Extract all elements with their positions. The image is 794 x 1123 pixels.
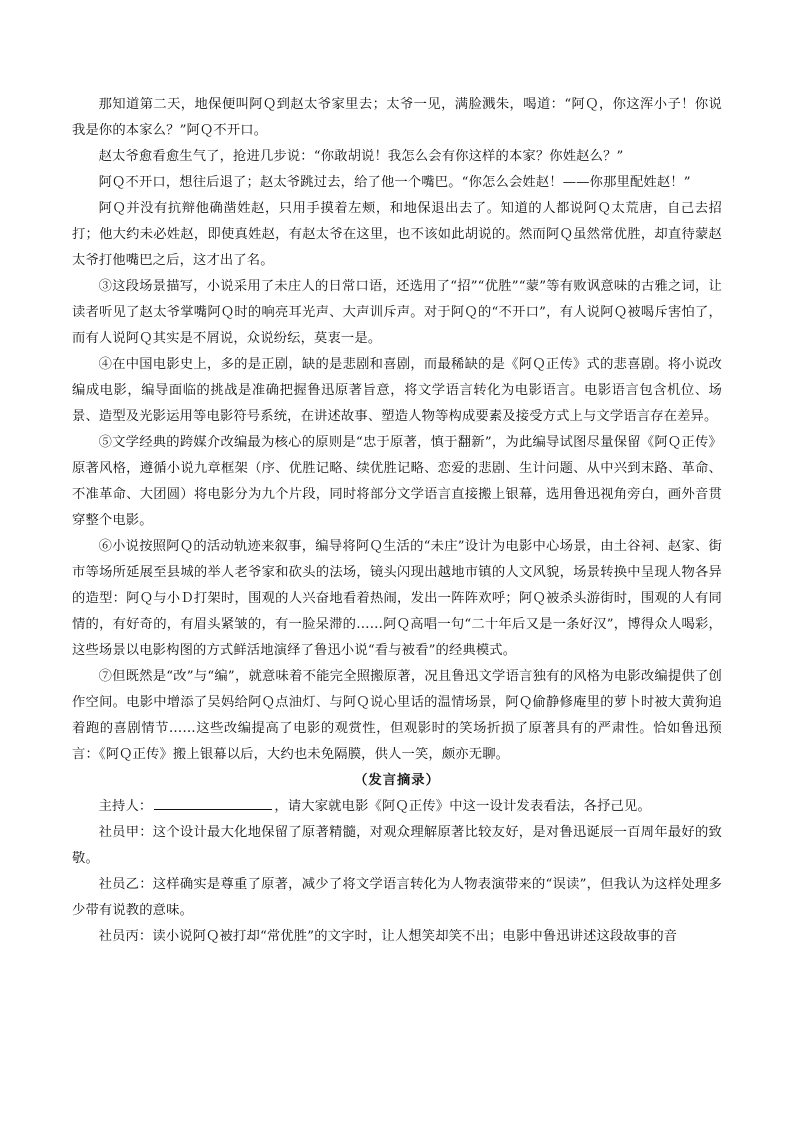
story-paragraph: 阿Ｑ并没有抗辩他确凿姓赵，只用手摸着左颊，和地保退出去了。知道的人都说阿Ｑ太荒唐，自己去招打；他大约未必姓赵，即使真姓赵，有赵太爷在这里，也不该如此胡说的。然而阿Ｑ虽然常优胜，却直待蒙赵太爷打他嘴巴之后，这才出了名。 [72,201,722,268]
fill-in-blank[interactable] [154,795,272,810]
section-title: （发言摘录） [354,773,440,788]
story-paragraph: 赵太爷愈看愈生气了，抢进几步说：“你敢胡说！我怎么会有你这样的本家？你姓赵么？” [98,149,624,164]
essay-paragraph-3: ③这段场景描写，小说采用了未庄人的日常口语，还选用了“招”“优胜”“蒙”等有败讽意味的古雅之词，让读者听见了赵太爷掌嘴阿Ｑ时的响亮耳光声、大声训斥声。对于阿Ｑ的“不开口”，有人说阿Ｑ被喝斥害怕了，而有人说阿Ｑ其实是不屑说，众说纷纭，莫衷一是。 [72,279,722,346]
document-page [72,92,722,950]
essay-paragraph-4: ④在中国电影史上，多的是正剧，缺的是悲剧和喜剧，而最稀缺的是《阿Ｑ正传》式的悲喜剧。将小说改编成电影，编导面临的挑战是准确把握鲁迅原著旨意，将文学语言转化为电影语言。电影语言包含机位、场景、造型及光影运用等电影符号系统，在讲述故事、塑造人物等构成要素及接受方式上与文学语言存在差异。 [72,357,722,424]
host-remark [72,794,722,820]
member-remark-a: 社员甲：这个设计最大化地保留了原著精髓，对观众理解原著比较友好，是对鲁迅诞辰一百周年最好的致敬。 [72,825,722,866]
host-remark-text: ，请大家就电影《阿Ｑ正传》中这一设计发表看法，各抒己见。 [274,799,651,814]
host-label: 主持人： [98,799,153,814]
essay-paragraph-5: ⑤文学经典的跨媒介改编最为核心的原则是“忠于原著，慎于翻新”，为此编导试图尽量保留《阿Ｑ正传》原著风格，遵循小说九章框架（序、优胜记略、续优胜记略、恋爱的悲剧、生计问题、从中兴到末路、革命、不准革命、大团圆）将电影分为九个片段，同时将部分文学语言直接搬上银幕，选用鲁迅视角旁白，画外音贯穿整个电影。 [72,435,722,528]
story-paragraph: 阿Ｑ不开口，想往后退了；赵太爷跳过去，给了他一个嘴巴。“你怎么会姓赵！——你那里配姓赵！” [98,175,691,190]
essay-paragraph-6: ⑥小说按照阿Ｑ的活动轨迹来叙事，编导将阿Ｑ生活的“未庄”设计为电影中心场景，由土谷祠、赵家、街市等场所延展至县城的举人老爷家和砍头的法场，镜头闪现出越地市镇的人文风貌，场景转换中呈现人物各异的造型：阿Ｑ与小Ｄ打架时，围观的人兴奋地看着热闹，发出一阵阵欢呼；阿Ｑ被杀头游街时，围观的人有同情的，有好奇的，有眉头紧皱的，有一脸呆滞的……阿Ｑ高唱一句“二十年后又是一条好汉”，博得众人喝彩，这些场景以电影构图的方式鲜活地演绎了鲁迅小说“看与被看”的经典模式。 [72,539,722,658]
story-paragraph: 那知道第二天，地保便叫阿Ｑ到赵太爷家里去；太爷一见，满脸溅朱，喝道：“阿Ｑ，你这浑小子！你说我是你的本家么？”阿Ｑ不开口。 [72,97,722,138]
member-remark-c: 社员丙：读小说阿Ｑ被打却“常优胜”的文字时，让人想笑却笑不出；电影中鲁迅讲述这段故事的音 [98,929,678,944]
essay-paragraph-7: ⑦但既然是“改”与“编”，就意味着不能完全照搬原著，况且鲁迅文学语言独有的风格为电影改编提供了创作空间。电影中增添了吴妈给阿Ｑ点油灯、与阿Ｑ说心里话的温情场景，阿Ｑ偷静修庵里的萝卜时被大黄狗追着跑的喜剧情节……这些改编提高了电影的观赏性，但观影时的笑场折损了原著具有的严肃性。恰如鲁迅预言：《阿Ｑ正传》搬上银幕以后，大约也未免隔膜，供人一笑，颇亦无聊。 [72,669,722,762]
member-remark-b: 社员乙：这样确实是尊重了原著，减少了将文学语言转化为人物表演带来的“误读”，但我认为这样处理多少带有说教的意味。 [72,877,722,918]
